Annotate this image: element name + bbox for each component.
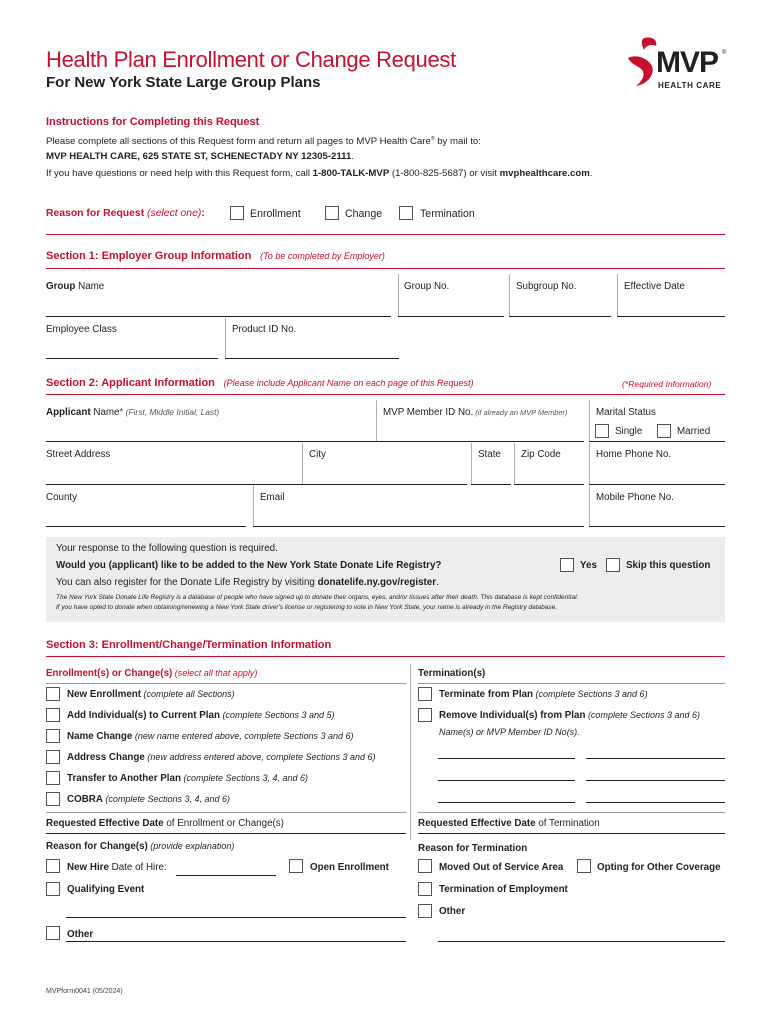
member-name-field[interactable] xyxy=(438,780,575,781)
section3-title: Section 3: Enrollment/Change/Termination Information xyxy=(46,639,332,651)
other-left-checkbox[interactable] xyxy=(46,926,60,940)
donate-yes-checkbox[interactable] xyxy=(560,558,574,572)
qualifying-event-label: Qualifying Event xyxy=(67,884,145,895)
donate-skip-label: Skip this question xyxy=(626,560,711,571)
termination-employment-checkbox[interactable] xyxy=(418,882,432,896)
divider xyxy=(398,274,399,317)
new-enrollment-label: New Enrollment xyxy=(67,689,142,700)
donate-question: Would you (applicant) like to be added to the New York State Donate Life Registry? xyxy=(56,560,442,571)
street-address-label: Street Address xyxy=(46,449,111,460)
divider xyxy=(514,443,515,485)
logo-subtext: HEALTH CARE xyxy=(658,81,722,90)
req-eff-enroll-bold: Requested Effective Date xyxy=(46,818,164,829)
divider xyxy=(376,400,377,442)
section2-rule xyxy=(46,394,725,395)
donate-link[interactable]: donatelife.ny.gov/register xyxy=(317,577,437,588)
remove-individual-label: Remove Individual(s) from Plan xyxy=(439,710,586,721)
reason-change-label xyxy=(46,841,234,852)
add-individual-option xyxy=(67,710,335,721)
donate-note2: If you have opted to donate when obtaining/renewing a New York State driver's license or registering to vote in New York State, your name is already in the Registry database. xyxy=(56,604,558,611)
name-change-checkbox[interactable] xyxy=(46,729,60,743)
married-checkbox[interactable] xyxy=(657,424,671,438)
new-hire-option xyxy=(67,862,167,873)
term-heading: Termination(s) xyxy=(418,668,486,679)
divider xyxy=(509,274,510,317)
req-eff-enroll-text: of Enrollment or Change(s) xyxy=(163,818,284,829)
phone-bold: 1-800-TALK-MVP xyxy=(312,168,390,179)
donate-register xyxy=(56,577,439,588)
state-label: State xyxy=(478,449,501,460)
req-eff-term-text: of Termination xyxy=(535,818,600,829)
opting-other-label: Opting for Other Coverage xyxy=(597,862,721,873)
open-enrollment-label: Open Enrollment xyxy=(310,862,389,873)
term-heading-rule xyxy=(418,683,725,684)
subgroup-no-label: Subgroup No. xyxy=(516,281,577,292)
contact-end: . xyxy=(589,168,593,179)
donate-required: Your response to the following question is required. xyxy=(56,543,278,554)
change-label: Change xyxy=(345,208,383,220)
req-eff-enroll-label xyxy=(46,818,284,829)
address-change-option xyxy=(67,752,376,763)
applicant-name-field[interactable] xyxy=(46,441,376,442)
enroll-heading xyxy=(46,668,257,679)
applicant-name-label xyxy=(46,407,219,418)
address-end: . xyxy=(351,151,354,162)
group-bold: Group xyxy=(46,281,76,292)
transfer-plan-label: Transfer to Another Plan xyxy=(67,773,181,784)
single-checkbox[interactable] xyxy=(595,424,609,438)
mail-address: MVP HEALTH CARE, 625 STATE ST, SCHENECTADY NY 12305-2111 xyxy=(46,151,352,162)
state-field[interactable] xyxy=(471,484,511,485)
married-label: Married xyxy=(677,426,711,437)
contact-text: If you have questions or need help with this Request form, call xyxy=(46,168,313,179)
section1-title: Section 1: Employer Group Information xyxy=(46,250,252,262)
street-address-field[interactable] xyxy=(46,484,302,485)
required-star: * xyxy=(119,407,124,418)
cobra-hint: (complete Sections 3, 4, and 6) xyxy=(102,794,230,804)
marital-status-label: Marital Status xyxy=(596,407,656,418)
divider xyxy=(253,486,254,527)
address-change-label: Address Change xyxy=(67,752,145,763)
group-name-field[interactable] xyxy=(46,316,391,317)
zip-label: Zip Code xyxy=(521,449,561,460)
mobile-phone-field[interactable] xyxy=(589,526,725,527)
enrollment-label: Enrollment xyxy=(250,208,301,220)
termination-employment-label: Termination of Employment xyxy=(439,884,568,895)
product-id-label: Product ID No. xyxy=(232,324,297,335)
req-eff-term-field[interactable] xyxy=(418,833,725,834)
section1-hint: (To be completed by Employer) xyxy=(260,251,385,261)
city-label: City xyxy=(309,449,326,460)
page-subtitle: For New York State Large Group Plans xyxy=(46,74,321,91)
new-enrollment-checkbox[interactable] xyxy=(46,687,60,701)
reason-colon: : xyxy=(201,208,205,219)
city-field[interactable] xyxy=(302,484,467,485)
divider xyxy=(471,443,472,485)
employee-class-label: Employee Class xyxy=(46,324,117,335)
req-eff-enroll-field[interactable] xyxy=(46,833,406,834)
member-id-text: MVP Member ID No. xyxy=(383,407,474,418)
name-change-option xyxy=(67,731,353,742)
email-field[interactable] xyxy=(253,526,584,527)
home-phone-field[interactable] xyxy=(589,484,725,485)
other-right-label: Other xyxy=(439,906,466,917)
employee-class-field[interactable] xyxy=(46,358,218,359)
other-right-field[interactable] xyxy=(438,941,725,942)
applicant-bold: Applicant xyxy=(46,407,91,418)
add-individual-checkbox[interactable] xyxy=(46,708,60,722)
terminate-plan-option xyxy=(439,689,648,700)
remove-individual-hint: (complete Sections 3 and 6) xyxy=(585,710,700,720)
section2-heading xyxy=(46,377,474,389)
name-change-label: Name Change xyxy=(67,731,133,742)
divider xyxy=(589,443,590,485)
applicant-text: Name xyxy=(90,407,120,418)
subgroup-no-field[interactable] xyxy=(509,316,611,317)
other-left-label: Other xyxy=(67,929,94,940)
product-id-field[interactable] xyxy=(225,358,399,359)
email-label: Email xyxy=(260,492,285,503)
single-label: Single xyxy=(615,426,643,437)
enroll-heading-rule xyxy=(46,683,406,684)
name-change-hint: (new name entered above, complete Sections 3 and 6) xyxy=(132,731,354,741)
reason-change-hint: (provide explanation) xyxy=(147,841,235,851)
qualifying-event-checkbox[interactable] xyxy=(46,882,60,896)
logo-text: MVP xyxy=(656,46,719,79)
cobra-checkbox[interactable] xyxy=(46,792,60,806)
section3-rule xyxy=(46,656,725,657)
member-name-field[interactable] xyxy=(586,780,725,781)
home-phone-label: Home Phone No. xyxy=(596,449,672,460)
required-note: (*Required Information) xyxy=(622,379,712,389)
date-of-hire-field[interactable] xyxy=(176,875,276,876)
terminate-plan-hint: (complete Sections 3 and 6) xyxy=(533,689,648,699)
section3-heading xyxy=(46,639,331,651)
zip-field[interactable] xyxy=(514,484,584,485)
effective-date-field[interactable] xyxy=(617,316,725,317)
reason-change-text: Reason for Change(s) xyxy=(46,841,148,852)
logo-registered: ® xyxy=(722,50,727,56)
mobile-phone-label: Mobile Phone No. xyxy=(596,492,674,503)
reason-term-label: Reason for Termination xyxy=(418,843,528,854)
other-right-checkbox[interactable] xyxy=(418,904,432,918)
termination-label: Termination xyxy=(420,208,475,220)
date-of-hire-label: Date of Hire: xyxy=(108,862,167,873)
moved-out-checkbox[interactable] xyxy=(418,859,432,873)
open-enrollment-checkbox[interactable] xyxy=(289,859,303,873)
group-name-label xyxy=(46,281,104,292)
change-checkbox[interactable] xyxy=(325,206,339,220)
add-individual-label: Add Individual(s) to Current Plan xyxy=(67,710,220,721)
termination-checkbox[interactable] xyxy=(399,206,413,220)
divider xyxy=(589,400,590,442)
req-eff-term-bold: Requested Effective Date xyxy=(418,818,536,829)
terminate-plan-checkbox[interactable] xyxy=(418,687,432,701)
instructions-line1-text: Please complete all sections of this Request form and return all pages to MVP Health Care xyxy=(46,136,431,148)
address-change-checkbox[interactable] xyxy=(46,750,60,764)
member-name-field[interactable] xyxy=(586,758,725,759)
section1-heading xyxy=(46,250,385,262)
transfer-plan-checkbox[interactable] xyxy=(46,771,60,785)
phone-number: (1-800-825-5687) or visit xyxy=(389,168,500,179)
cobra-option xyxy=(67,794,230,805)
req-eff-term-label xyxy=(418,818,600,829)
group-no-field[interactable] xyxy=(398,316,504,317)
remove-individual-checkbox[interactable] xyxy=(418,708,432,722)
donate-yes-label: Yes xyxy=(580,560,597,571)
instructions-heading: Instructions for Completing this Request xyxy=(46,116,260,128)
effective-date-label: Effective Date xyxy=(624,281,685,292)
address-change-hint: (new address entered above, complete Sections 3 and 6) xyxy=(144,752,376,762)
section2-title: Section 2: Applicant Information xyxy=(46,377,215,389)
names-label: Name(s) or MVP Member ID No(s). xyxy=(439,727,580,737)
page-title: Health Plan Enrollment or Change Request xyxy=(46,47,456,72)
instructions-line1 xyxy=(46,136,481,147)
website-link[interactable]: mvphealthcare.com xyxy=(499,168,590,179)
other-left-field[interactable] xyxy=(66,941,406,942)
qualifying-event-field[interactable] xyxy=(66,917,406,918)
mvp-logo xyxy=(622,36,732,92)
reason-for-request xyxy=(46,208,205,219)
group-no-label: Group No. xyxy=(404,281,450,292)
county-field[interactable] xyxy=(46,526,246,527)
reason-hint: (select one) xyxy=(144,208,202,219)
donate-skip-checkbox[interactable] xyxy=(606,558,620,572)
reason-label: Reason for Request xyxy=(46,208,145,219)
divider xyxy=(302,443,303,485)
enrollment-checkbox[interactable] xyxy=(230,206,244,220)
registered-mark: ® xyxy=(430,136,435,142)
instructions-line1-end: by mail to: xyxy=(434,136,481,148)
member-id-label xyxy=(383,407,567,418)
member-id-hint: (if already an MVP Member) xyxy=(473,408,568,417)
enroll-items-rule xyxy=(46,812,406,813)
group-name-text: Name xyxy=(75,281,105,292)
new-hire-checkbox[interactable] xyxy=(46,859,60,873)
terminate-plan-label: Terminate from Plan xyxy=(439,689,533,700)
moved-out-label: Moved Out of Service Area xyxy=(439,862,564,873)
transfer-plan-option xyxy=(67,773,308,784)
cobra-label: COBRA xyxy=(67,794,103,805)
section2-hint: (Please include Applicant Name on each page of this Request) xyxy=(223,378,474,388)
member-name-field[interactable] xyxy=(438,758,575,759)
instructions-contact xyxy=(46,168,592,179)
divider xyxy=(225,318,226,359)
remove-individual-option xyxy=(439,710,700,721)
form-id: MVPform0041 (05/2024) xyxy=(46,988,123,995)
term-items-rule xyxy=(418,812,725,813)
new-hire-label: New Hire xyxy=(67,862,109,873)
member-name-field[interactable] xyxy=(586,802,725,803)
section3-divider xyxy=(410,664,411,840)
new-enrollment-hint: (complete all Sections) xyxy=(141,689,235,699)
divider xyxy=(617,274,618,317)
opting-other-checkbox[interactable] xyxy=(577,859,591,873)
marital-line xyxy=(589,441,725,442)
instructions-address xyxy=(46,151,354,162)
enroll-hint: (select all that apply) xyxy=(172,668,258,678)
member-id-field[interactable] xyxy=(376,441,584,442)
applicant-hint: (First, Middle Initial, Last) xyxy=(123,407,220,417)
section1-rule xyxy=(46,268,725,269)
divider xyxy=(589,486,590,527)
county-label: County xyxy=(46,492,78,503)
section1-top-rule xyxy=(46,234,725,235)
register-text: You can also register for the Donate Life Registry by visiting xyxy=(56,577,318,588)
donate-note1: The New York State Donate Life Registry is a database of people who have signed up to donate their organs, eyes, and/or tissues after their death. This database is kept confidential. xyxy=(56,594,579,601)
register-end: . xyxy=(436,577,439,588)
enroll-heading-text: Enrollment(s) or Change(s) xyxy=(46,668,173,679)
add-individual-hint: (complete Sections 3 and 5) xyxy=(219,710,335,720)
new-enrollment-option xyxy=(67,689,235,700)
transfer-plan-hint: (complete Sections 3, 4, and 6) xyxy=(180,773,309,783)
member-name-field[interactable] xyxy=(438,802,575,803)
